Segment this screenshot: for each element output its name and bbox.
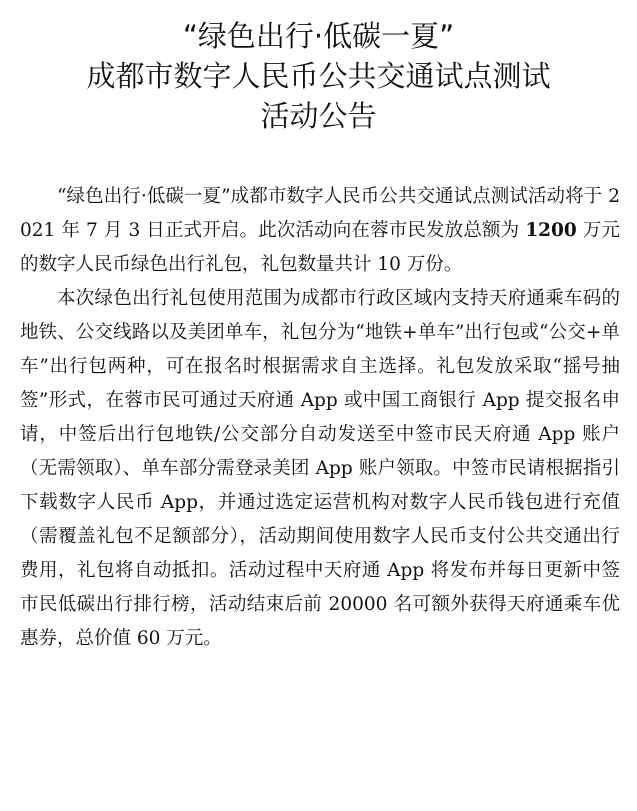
announcement-title <box>0 0 637 136</box>
paragraph-2: 本次绿色出行礼包使用范围为成都市行政区域内支持天府通乘车码的地铁、公交线路以及美团单车，礼包分为“地铁+单车”出行包或“公交+单车”出行包两种，可在报名时根据需求自主选择。礼包发放采取“摇号抽签”形式，在蓉市民可通过天府通 App 或中国工商银行 App 提交报名申请，中签后出行包地铁/公交部分自动发送至中签市民天府通 App 账户（无需领取）、单车部分需登录美团 App 账户领取。中签市民请根据指引下载数字人民币 App，并通过选定运营机构对数字人民币钱包进行充值（需覆盖礼包不足额部分），活动期间使用数字人民币支付公共交通出行费用，礼包将自动抵扣。活动过程中天府通 App 将发布并每日更新中签市民低碳出行排行榜，活动结束后前 20000 名可额外获得天府通乘车优惠券，总价值 60 万元。 <box>20 288 620 649</box>
paragraph-1-text-after: 万元的数字人民币绿色出行礼包，礼包数量共计 10 万份。 <box>20 220 620 275</box>
paragraph-1-text-before: “绿色出行·低碳一夏”成都市数字人民币公共交通试点测试活动将于 2021 年 7 月 3 日正式开启。此次活动向在蓉市民发放总额为 <box>20 186 620 241</box>
title-line-1: “绿色出行·低碳一夏” <box>182 19 455 53</box>
paragraph-1 <box>20 180 620 282</box>
announcement-body <box>20 180 620 656</box>
title-line-2: 成都市数字人民币公共交通试点测试 <box>86 59 551 93</box>
title-line-3: 活动公告 <box>260 99 377 133</box>
paragraph-1-amount: 1200 <box>525 220 577 241</box>
